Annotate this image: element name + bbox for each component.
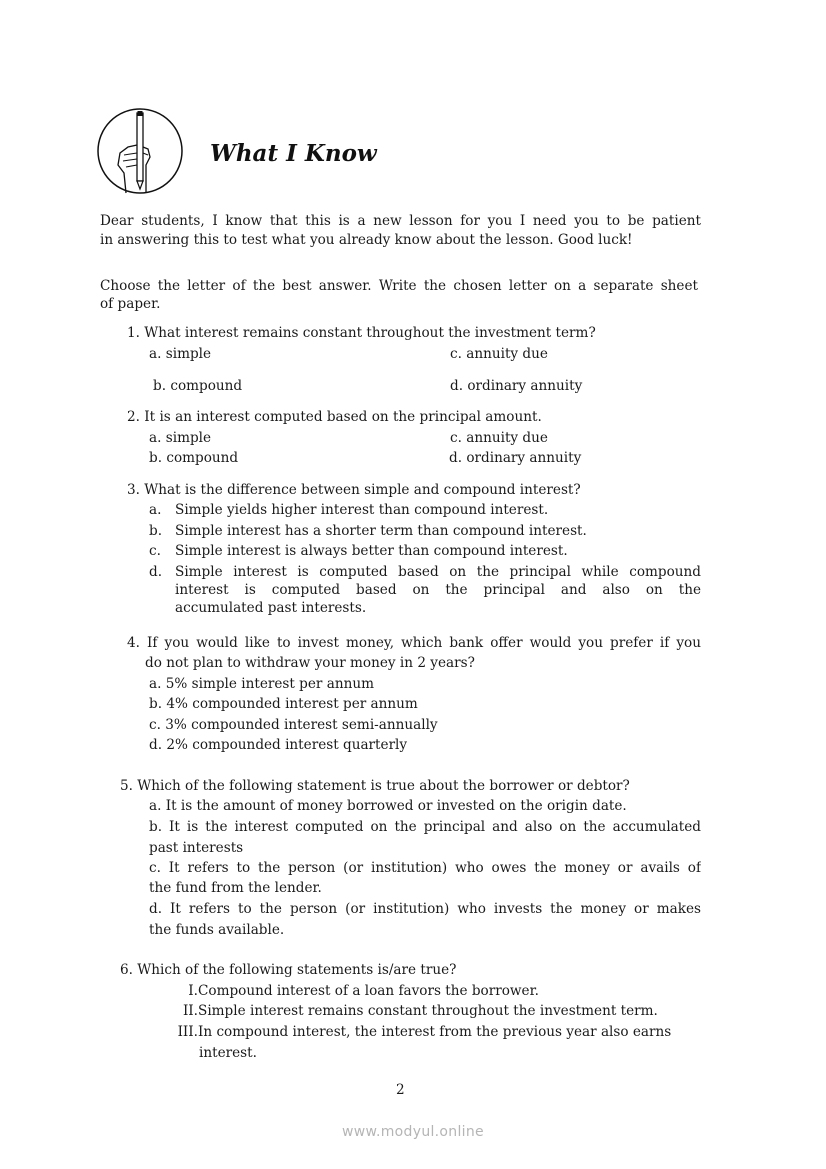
instructions-line: of paper. (100, 296, 161, 312)
q6-item-number: III. (177, 1024, 198, 1040)
question-5-stem: 5. Which of the following statement is true about the borrower or debtor? (120, 778, 630, 794)
q1-option-a: a. simple (149, 346, 212, 362)
q5-line: past interests (149, 840, 244, 856)
q6-item-text: Simple interest remains constant throughout the investment term. (198, 1003, 658, 1019)
intro-line: in answering this to test what you already know about the lesson. Good luck! (100, 232, 633, 248)
question-4-stem: do not plan to withdraw your money in 2 years? (145, 655, 475, 671)
q3-option-letter: d. (149, 564, 163, 580)
q3-option-text: interest is computed based on the principal and also on the (175, 582, 701, 598)
q2-option-a: a. simple (149, 430, 212, 446)
question-3-stem: 3. What is the difference between simple and compound interest? (127, 482, 581, 498)
section-title: What I Know (210, 140, 377, 167)
q1-option-d: d. ordinary annuity (450, 378, 583, 394)
q4-option: d. 2% compounded interest quarterly (149, 737, 408, 753)
question-6-stem: 6. Which of the following statements is/are true? (120, 962, 457, 978)
watermark: www.modyul.online (342, 1124, 484, 1140)
question-4-stem: 4. If you would like to invest money, which bank offer would you prefer if you (127, 635, 701, 651)
q3-option-text: Simple interest is computed based on the principal while compound (175, 564, 701, 580)
q2-option-c: c. annuity due (450, 430, 548, 446)
q6-item-number: I. (188, 983, 198, 999)
page-number: 2 (396, 1082, 405, 1098)
instructions-line: Choose the letter of the best answer. Write the chosen letter on a separate sheet (100, 278, 698, 294)
q6-item-number: II. (182, 1003, 198, 1019)
q5-line: the fund from the lender. (149, 880, 322, 896)
q1-option-c: c. annuity due (450, 346, 548, 362)
q6-item-text: Compound interest of a loan favors the borrower. (198, 983, 539, 999)
intro-line: Dear students, I know that this is a new lesson for you I need you to be patient (100, 213, 701, 229)
q5-line: d. It refers to the person (or institution) who invests the money or makes (149, 901, 701, 917)
q1-option-b: b. compound (153, 378, 243, 394)
q3-option-text: Simple yields higher interest than compound interest. (175, 502, 549, 518)
q6-continuation: interest. (199, 1045, 257, 1061)
q6-item-text: In compound interest, the interest from the previous year also earns (198, 1024, 672, 1040)
q3-option-text: accumulated past interests. (175, 600, 367, 616)
q3-option-text: Simple interest has a shorter term than compound interest. (175, 523, 587, 539)
q5-line: c. It refers to the person (or institution) who owes the money or avails of (149, 860, 701, 876)
q3-option-letter: a. (149, 502, 162, 518)
q5-line: the funds available. (149, 922, 285, 938)
q3-option-text: Simple interest is always better than compound interest. (175, 543, 568, 559)
hand-holding-pencil-icon (96, 107, 184, 195)
q2-option-b: b. compound (149, 450, 239, 466)
question-1-stem: 1. What interest remains constant throughout the investment term? (127, 325, 596, 341)
q4-option: a. 5% simple interest per annum (149, 676, 375, 692)
q5-line: a. It is the amount of money borrowed or invested on the origin date. (149, 798, 627, 814)
question-2-stem: 2. It is an interest computed based on the principal amount. (127, 409, 542, 425)
q2-option-d: d. ordinary annuity (449, 450, 582, 466)
q3-option-letter: c. (149, 543, 161, 559)
q5-line: b. It is the interest computed on the principal and also on the accumulated (149, 819, 701, 835)
q3-option-letter: b. (149, 523, 163, 539)
q4-option: c. 3% compounded interest semi-annually (149, 717, 438, 733)
q4-option: b. 4% compounded interest per annum (149, 696, 418, 712)
